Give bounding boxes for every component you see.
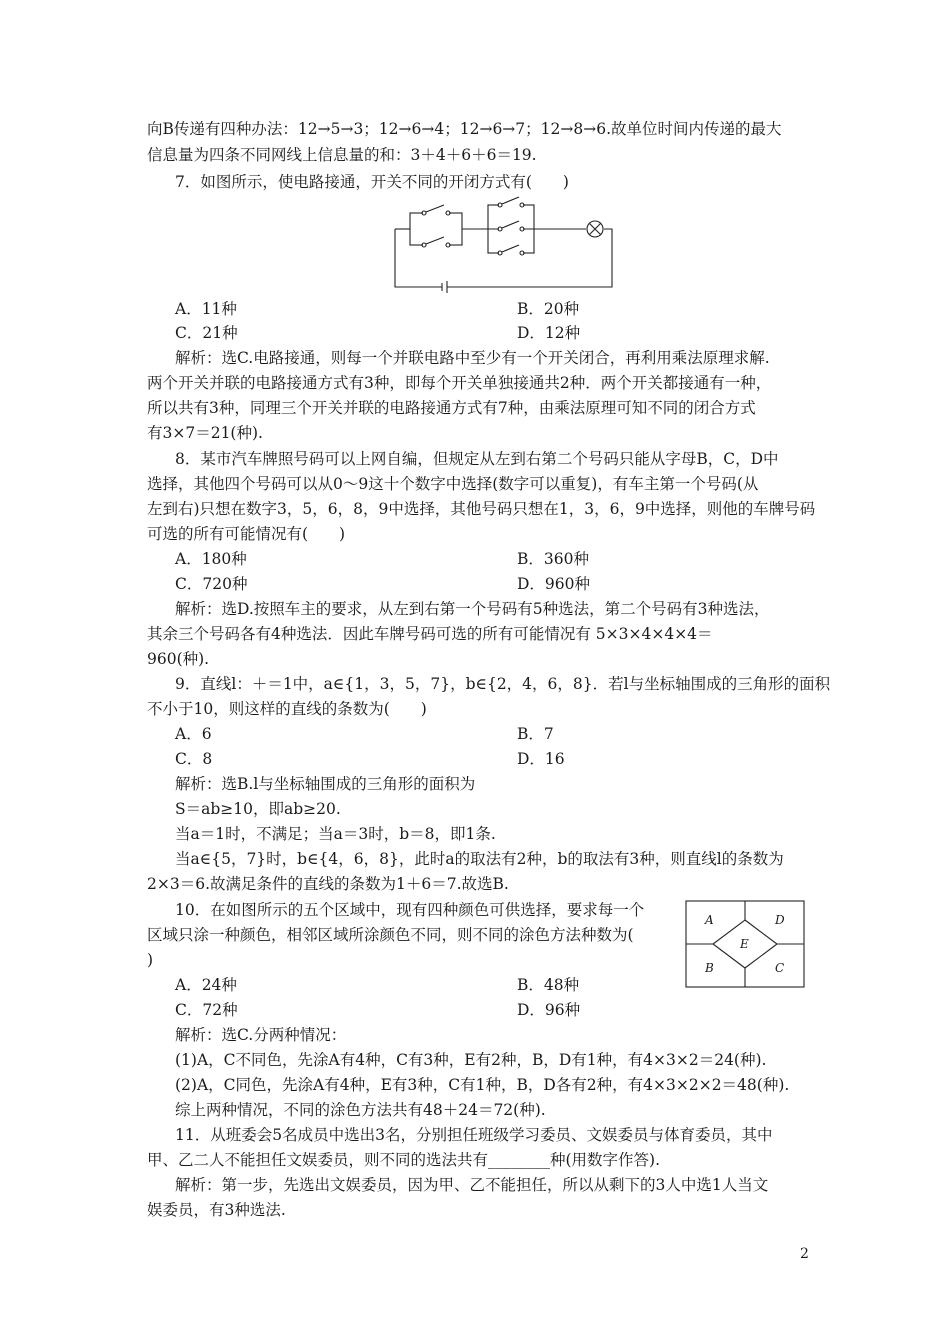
circuit-diagram — [390, 195, 618, 295]
option-d: D．960种 — [517, 575, 591, 593]
solution-8: 解析：选D.按照车主的要求，从左到右第一个号码有5种选法，第二个号码有3种选法， — [175, 600, 770, 618]
region-label-c: C — [775, 961, 785, 975]
solution-7: 解析：选C.电路接通，则每一个并联电路中至少有一个开关闭合，再利用乘法原理求解. — [175, 349, 770, 367]
region-label-e: E — [740, 937, 749, 951]
question-8: 8．某市汽车牌照号码可以上网自编，但规定从左到右第二个号码只能从字母B，C，D中 — [175, 450, 779, 468]
text-line: S＝ab≥10，即ab≥20. — [175, 800, 341, 818]
question-7: 7．如图所示，使电路接通，开关不同的开闭方式有( ) — [175, 173, 569, 191]
region-label-b: B — [705, 961, 714, 975]
text-line: 甲、乙二人不能担任文娱委员，则不同的选法共有________种(用数字作答). — [147, 1151, 661, 1169]
text-line: 两个开关并联的电路接通方式有3种，即每个开关单独接通共2种．两个开关都接通有一种， — [147, 374, 772, 392]
option-c: C．720种 — [175, 575, 248, 593]
region-label-d: D — [775, 913, 785, 927]
text-line: 综上两种情况，不同的涂色方法共有48＋24＝72(种). — [175, 1101, 546, 1119]
option-a: A．24种 — [175, 976, 237, 994]
text-line: 选择，其他四个号码可以从0～9这十个数字中选择(数字可以重复)，有车主第一个号码(从 — [147, 475, 759, 493]
text-line: 左到右)只想在数字3，5，6，8，9中选择，其他号码只想在1，3，6，9中选择，则他的车牌号码 — [147, 500, 816, 518]
option-a: A．11种 — [175, 300, 237, 318]
text-line: (2)A，C同色，先涂A有4种，E有3种，C有1种，B，D各有2种，有4×3×2×2＝48(种). — [175, 1076, 790, 1094]
solution-9: 解析：选B.l与坐标轴围成的三角形的面积为 — [175, 775, 476, 793]
text-line: 向B传递有四种办法：12→5→3；12→6→4；12→6→7；12→8→6.故单位时间内传递的最大 — [147, 120, 782, 138]
text-line: 有3×7＝21(种). — [147, 424, 263, 442]
option-a: A．180种 — [175, 550, 247, 568]
text-line: 区域只涂一种颜色，相邻区域所涂颜色不同，则不同的涂色方法种数为( — [147, 926, 634, 944]
text-line: 可选的所有可能情况有( ) — [147, 525, 346, 543]
text-line: 所以共有3种，同理三个开关并联的电路接通方式有7种，由乘法原理可知不同的闭合方式 — [147, 399, 756, 417]
option-c: C．21种 — [175, 324, 238, 342]
option-d: D．16 — [517, 750, 565, 768]
option-a: A．6 — [175, 725, 212, 743]
text-line: 当a∈{5，7}时，b∈{4，6，8}，此时a的取法有2种，b的取法有3种，则直线l的条数为 — [175, 850, 784, 868]
question-10: 10．在如图所示的五个区域中，现有四种颜色可供选择，要求每一个 — [175, 901, 645, 919]
text-line: 不小于10，则这样的直线的条数为( ) — [147, 700, 427, 718]
solution-10: 解析：选C.分两种情况： — [175, 1026, 347, 1044]
question-11: 11．从班委会5名成员中选出3名，分别担任班级学习委员、文娱委员与体育委员，其中 — [175, 1126, 773, 1144]
text-line: (1)A，C不同色，先涂A有4种，C有3种，E有2种，B，D有1种，有4×3×2＝24(种). — [175, 1051, 767, 1069]
text-line: ) — [147, 951, 154, 969]
option-d: D．12种 — [517, 324, 581, 342]
option-c: C．8 — [175, 750, 213, 768]
text-line: 信息量为四条不同网线上信息量的和：3＋4＋6＋6＝19. — [147, 146, 537, 164]
option-d: D．96种 — [517, 1001, 581, 1019]
text-line: 娱委员，有3种选法. — [147, 1201, 286, 1219]
option-b: B．7 — [517, 725, 554, 743]
question-9: 9．直线l：＋＝1中，a∈{1，3，5，7}，b∈{2，4，6，8}．若l与坐标轴围成的三角形的面积 — [175, 675, 831, 693]
text-line: 960(种). — [147, 650, 210, 668]
text-line: 其余三个号码各有4种选法．因此车牌号码可选的所有可能情况有 5×3×4×4×4＝ — [147, 625, 713, 643]
option-c: C．72种 — [175, 1001, 238, 1019]
option-b: B．20种 — [517, 300, 580, 318]
region-diagram — [685, 900, 807, 990]
region-label-a: A — [705, 913, 714, 927]
text-line: 当a＝1时，不满足；当a＝3时，b＝8，即1条. — [175, 825, 496, 843]
solution-11: 解析：第一步，先选出文娱委员，因为甲、乙不能担任，所以从剩下的3人中选1人当文 — [175, 1176, 769, 1194]
text-line: 2×3＝6.故满足条件的直线的条数为1＋6＝7.故选B. — [147, 875, 509, 893]
option-b: B．48种 — [517, 976, 580, 994]
page-number: 2 — [800, 1246, 809, 1262]
option-b: B．360种 — [517, 550, 589, 568]
